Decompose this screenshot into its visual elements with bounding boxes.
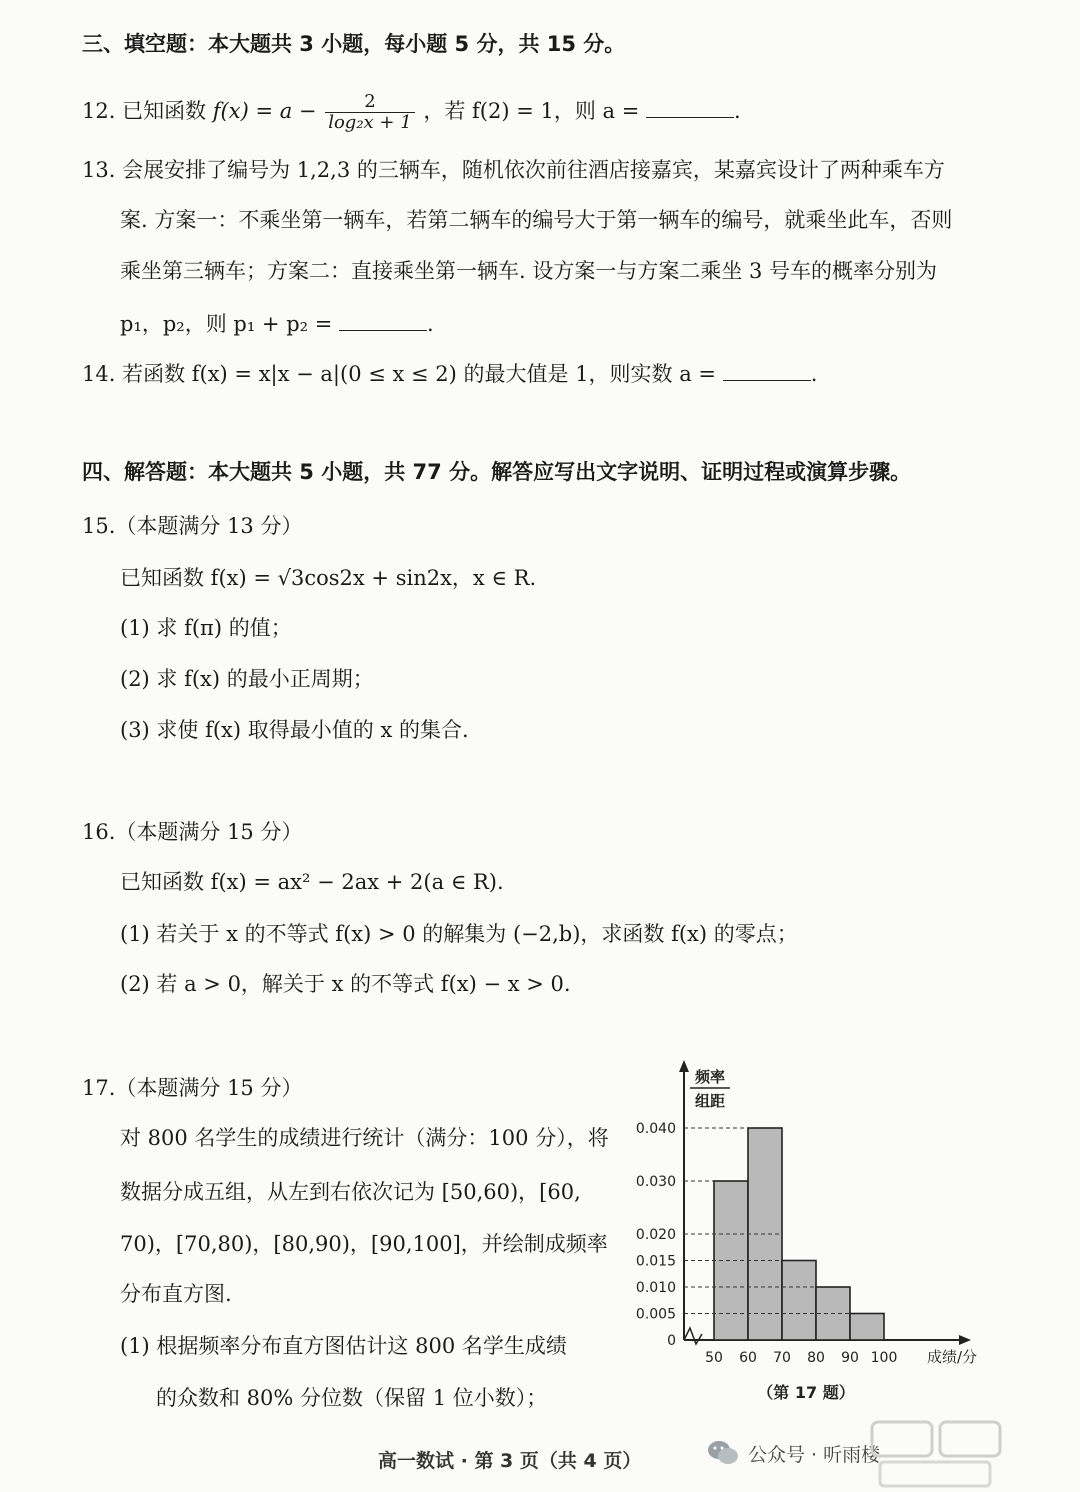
y-tick-label: 0.020 [635, 1227, 676, 1243]
q16-given: 已知函数 f(x) = ax² − 2ax + 2(a ∈ R). [120, 870, 504, 894]
x-tick-label: 100 [870, 1350, 898, 1366]
question-14: 14. 若函数 f(x) = x|x − a|(0 ≤ x ≤ 2) 的最大值是 1，则实数 a = . [82, 362, 818, 386]
q13-line4-text: p₁，p₂，则 p₁ + p₂ = [120, 312, 333, 336]
y-tick-label: 0.005 [635, 1306, 676, 1323]
q12-fx: f(x) = a − [212, 99, 317, 123]
y-axis-arrow [679, 1060, 689, 1072]
page-footer: 高一数试 · 第 3 页（共 4 页） [378, 1450, 642, 1472]
q12-fraction [325, 92, 414, 133]
q17-line2: 数据分成五组，从左到右依次记为 [50,60)，[60, [120, 1180, 581, 1204]
site-watermark-logo [870, 1418, 1010, 1492]
axis-break-mark [684, 1328, 702, 1344]
x-tick-label: 60 [739, 1350, 757, 1366]
q15-part3: (3) 求使 f(x) 取得最小值的 x 的集合. [120, 718, 469, 742]
q17-part1a: (1) 根据频率分布直方图估计这 800 名学生成绩 [120, 1334, 567, 1358]
q13-answer-blank[interactable] [339, 310, 427, 331]
q12-suffix: ，若 f(2) = 1，则 a = [423, 99, 640, 123]
q16-header: 16.（本题满分 15 分） [82, 820, 303, 844]
chart-caption: （第 17 题） [757, 1383, 855, 1402]
q17-line3: 70)，[70,80)，[80,90)，[90,100]，并绘制成频率 [120, 1232, 608, 1256]
histogram-bar [850, 1314, 884, 1341]
wechat-watermark: 公众号 · 听雨楼 [748, 1444, 881, 1466]
y-tick-label: 0.040 [635, 1121, 676, 1137]
x-axis-label: 成绩/分 [926, 1348, 978, 1366]
section3-title: 三、填空题：本大题共 3 小题，每小题 5 分，共 15 分。 [82, 32, 626, 56]
q14-text: 14. 若函数 f(x) = x|x − a|(0 ≤ x ≤ 2) 的最大值是 1，则实数 a = [82, 362, 717, 386]
q17-line1: 对 800 名学生的成绩进行统计（满分：100 分），将 [120, 1126, 609, 1150]
y-label-top: 频率 [694, 1068, 726, 1086]
question-12: 12. 已知函数 f(x) = a − $\frac{2}{\text{log₂x + 1}}$ ，若 f(2) = 1，则 a = . [82, 91, 741, 133]
q16-part1: (1) 若关于 x 的不等式 f(x) > 0 的解集为 (−2,b)，求函数 f(x) 的零点； [120, 922, 798, 946]
x-tick-label: 90 [841, 1350, 859, 1366]
q15-part2: (2) 求 f(x) 的最小正周期； [120, 667, 374, 691]
q13-line2: 案. 方案一：不乘坐第一辆车，若第二辆车的编号大于第一辆车的编号，就乘坐此车，否则 [120, 208, 953, 232]
histogram-svg [626, 1052, 986, 1412]
q12-prefix: 12. 已知函数 [82, 99, 207, 123]
y-tick-label: 0 [667, 1333, 676, 1349]
y-tick-label: 0.010 [635, 1280, 676, 1296]
q17-part1b: 的众数和 80% 分位数（保留 1 位小数）； [156, 1386, 548, 1410]
q12-answer-blank[interactable] [646, 97, 734, 118]
x-tick-label: 80 [807, 1350, 825, 1366]
section4-title: 四、解答题：本大题共 5 小题，共 77 分。解答应写出文字说明、证明过程或演算步骤。 [82, 460, 912, 484]
q15-part1: (1) 求 f(π) 的值； [120, 616, 292, 640]
histogram-chart [626, 1052, 986, 1412]
y-label-bottom: 组距 [694, 1092, 726, 1110]
wechat-icon [706, 1438, 740, 1468]
q17-line4: 分布直方图. [120, 1282, 232, 1306]
q13-line3: 乘坐第三辆车；方案二：直接乘坐第一辆车. 设方案一与方案二乘坐 3 号车的概率分别为 [120, 259, 938, 283]
q15-header: 15.（本题满分 13 分） [82, 514, 303, 538]
q15-given: 已知函数 f(x) = √3cos2x + sin2x，x ∈ R. [120, 566, 537, 590]
x-tick-label: 70 [773, 1350, 791, 1366]
q13-line4: p₁，p₂，则 p₁ + p₂ = . [120, 312, 434, 336]
q17-header: 17.（本题满分 15 分） [82, 1076, 303, 1100]
x-axis-arrow [959, 1335, 971, 1345]
q12-frac-den: log₂x + 1 [328, 112, 412, 133]
q14-answer-blank[interactable] [723, 360, 811, 381]
y-tick-label: 0.015 [635, 1253, 676, 1270]
q13-line1: 13. 会展安排了编号为 1,2,3 的三辆车，随机依次前往酒店接嘉宾，某嘉宾设计了两种乘车方 [82, 158, 945, 182]
q16-part2: (2) 若 a > 0，解关于 x 的不等式 f(x) − x > 0. [120, 972, 571, 996]
histogram-bar [782, 1261, 816, 1341]
q12-frac-num: 2 [325, 92, 414, 113]
x-tick-label: 50 [705, 1350, 723, 1366]
y-tick-label: 0.030 [635, 1174, 676, 1190]
